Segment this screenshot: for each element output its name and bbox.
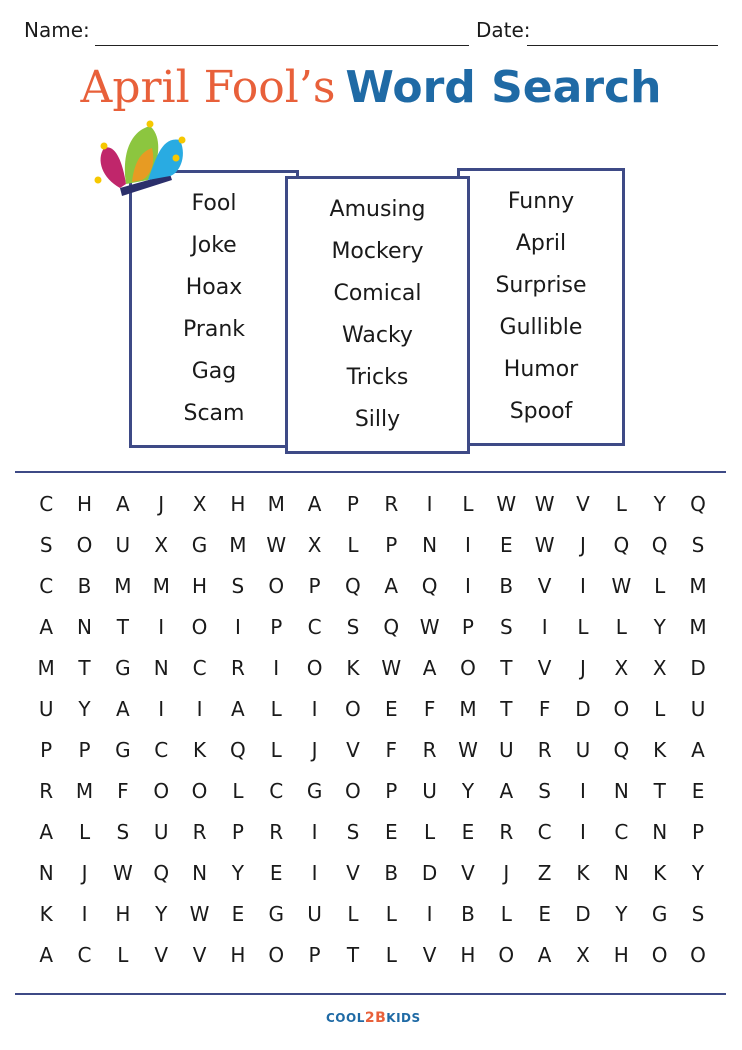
grid-cell[interactable]: C [269,779,284,803]
grid-cell[interactable]: R [537,738,552,762]
grid-cell[interactable]: S [691,902,705,926]
grid-cell[interactable]: E [269,861,283,885]
grid-cell[interactable]: N [613,861,629,885]
grid-cell[interactable]: Q [345,574,361,598]
grid-cell[interactable]: H [460,943,476,967]
grid-cell[interactable]: I [196,697,203,721]
grid-cell[interactable]: I [580,574,586,598]
grid-cell[interactable]: U [690,697,706,721]
grid-cell[interactable]: A [39,615,54,639]
grid-cell[interactable]: O [306,656,323,680]
word-list-item: Wacky [342,323,413,348]
grid-cell[interactable]: X [154,533,169,557]
grid-cell[interactable]: N [613,779,629,803]
grid-cell[interactable]: C [39,492,54,516]
grid-cell[interactable]: X [652,656,667,680]
grid-cell[interactable]: G [306,779,323,803]
grid-cell[interactable]: A [39,820,54,844]
word-list-item: Joke [191,233,237,258]
grid-cell[interactable]: A [537,943,552,967]
grid-cell[interactable]: A [384,574,399,598]
grid-cell[interactable]: W [496,492,517,516]
grid-cell[interactable]: O [460,656,476,680]
word-list-item: Gag [191,359,237,384]
grid-cell[interactable]: G [651,902,668,926]
grid-cell[interactable]: H [613,943,629,967]
grid-cell[interactable]: P [385,779,398,803]
grid-cell[interactable]: C [77,943,92,967]
grid-cell[interactable]: K [39,902,53,926]
grid-cell[interactable]: P [691,820,705,844]
grid-cell[interactable]: L [270,697,282,721]
grid-cell[interactable]: G [191,533,208,557]
grid-cell[interactable]: C [154,738,169,762]
grid-cell[interactable]: F [117,779,129,803]
grid-cell[interactable]: P [308,943,321,967]
grid-cell[interactable]: D [421,861,438,885]
grid-cell[interactable]: L [385,943,397,967]
grid-cell[interactable]: Q [613,738,630,762]
grid-cell[interactable]: W [458,738,478,762]
grid-cell[interactable]: I [158,697,165,721]
grid-cell[interactable]: I [273,656,280,680]
grid-cell[interactable]: C [192,656,207,680]
grid-cell[interactable]: S [231,574,245,598]
grid-cell[interactable]: K [192,738,207,762]
grid-cell[interactable]: R [384,492,399,516]
grid-cell[interactable]: B [77,574,92,598]
grid-cell[interactable]: Q [230,738,246,762]
grid-cell[interactable]: P [231,820,244,844]
grid-cell[interactable]: Y [653,492,666,516]
grid-cell[interactable]: H [230,943,246,967]
grid-cell[interactable]: C [307,615,322,639]
grid-cell[interactable]: U [422,779,437,803]
grid-cell[interactable]: W [534,533,555,557]
grid-cell[interactable]: B [384,861,399,885]
word-list-item: Amusing [329,197,426,222]
grid-cell[interactable]: V [576,492,590,516]
grid-cell[interactable]: O [191,615,208,639]
grid-cell[interactable]: O [345,779,361,803]
logo-part-1: COOL [326,1011,365,1025]
grid-cell[interactable]: Z [537,861,552,885]
grid-cell[interactable]: A [499,779,514,803]
date-field[interactable] [527,45,718,46]
grid-cell[interactable]: F [423,697,436,721]
grid-cell[interactable]: C [537,820,552,844]
grid-cell[interactable]: K [346,656,360,680]
grid-cell[interactable]: I [234,615,241,639]
grid-cell[interactable]: L [424,820,436,844]
grid-cell[interactable]: J [311,738,318,762]
grid-cell[interactable]: V [537,574,552,598]
grid-cell[interactable]: E [231,902,245,926]
grid-cell[interactable]: I [426,902,433,926]
grid-cell[interactable]: S [116,820,130,844]
grid-cell[interactable]: A [422,656,437,680]
grid-cell[interactable]: O [498,943,515,967]
grid-cell[interactable]: E [384,820,398,844]
grid-cell[interactable]: M [114,574,132,598]
grid-cell[interactable]: X [576,943,590,967]
grid-cell[interactable]: Y [691,861,705,885]
grid-cell[interactable]: P [78,738,91,762]
grid-cell[interactable]: O [76,533,93,557]
grid-cell[interactable]: S [346,615,360,639]
grid-cell[interactable]: U [153,820,169,844]
page-title [0,62,742,113]
grid-cell[interactable]: A [116,697,130,721]
grid-cell[interactable]: E [691,779,705,803]
word-list-item: Fool [191,191,237,216]
grid-cell[interactable]: I [465,574,471,598]
grid-cell[interactable]: V [346,738,360,762]
grid-cell[interactable]: M [689,574,707,598]
grid-cell[interactable]: N [652,820,668,844]
grid-cell[interactable]: D [690,656,706,680]
grid-cell[interactable]: J [81,861,88,885]
grid-cell[interactable]: Y [615,902,628,926]
grid-cell[interactable]: P [40,738,53,762]
logo-part-3: KIDS [386,1011,421,1025]
grid-cell[interactable]: O [651,943,668,967]
grid-cell[interactable]: M [689,615,707,639]
grid-cell[interactable]: Q [383,615,400,639]
grid-cell[interactable]: Y [653,615,666,639]
grid-cell[interactable]: L [615,492,627,516]
grid-cell[interactable]: U [575,738,591,762]
site-logo [326,1010,421,1026]
word-list-item: Funny [507,189,575,214]
name-field[interactable] [95,45,469,46]
grid-cell[interactable]: W [112,861,133,885]
grid-cell[interactable]: N [422,533,438,557]
grid-cell[interactable]: M [75,779,94,803]
grid-cell[interactable]: P [461,615,474,639]
name-label: Name: [24,18,90,42]
grid-cell[interactable]: X [614,656,629,680]
bottom-divider [15,993,726,995]
word-list-item: Tricks [346,365,409,390]
grid-cell[interactable]: W [534,492,555,516]
grid-cell[interactable]: Y [461,779,475,803]
grid-cell[interactable]: W [419,615,440,639]
grid-cell[interactable]: I [465,533,471,557]
grid-cell[interactable]: P [270,615,283,639]
grid-cell[interactable]: L [577,615,589,639]
grid-cell[interactable]: I [158,615,165,639]
word-list-item: Gullible [499,315,583,340]
grid-cell[interactable]: A [691,738,705,762]
word-list-item: Prank [182,317,246,342]
grid-cell[interactable]: E [461,820,475,844]
grid-cell[interactable]: U [498,738,514,762]
grid-cell[interactable]: V [537,656,552,680]
grid-cell[interactable]: O [153,779,170,803]
grid-cell[interactable]: I [311,861,318,885]
grid-cell[interactable]: Y [231,861,244,885]
jester-hat-icon [92,118,192,200]
grid-cell[interactable]: U [307,902,322,926]
top-divider [15,471,726,473]
grid-cell[interactable]: G [115,656,131,680]
title-part-2: Word Search [345,62,662,113]
grid-cell[interactable]: Q [651,533,668,557]
grid-cell[interactable]: K [576,861,590,885]
grid-cell[interactable]: V [192,943,207,967]
word-list-item: Silly [354,407,401,432]
grid-cell[interactable]: A [231,697,245,721]
grid-cell[interactable]: H [192,574,208,598]
grid-cell[interactable]: P [308,574,321,598]
grid-cell[interactable]: M [37,656,55,680]
word-list-item: Comical [333,281,422,306]
grid-cell[interactable]: V [154,943,169,967]
word-list-box-3 [457,168,625,446]
grid-cell[interactable]: F [385,738,398,762]
grid-cell[interactable]: R [230,656,245,680]
grid-cell[interactable]: L [78,820,91,844]
grid-cell[interactable]: P [385,533,398,557]
grid-cell[interactable]: M [229,533,247,557]
word-list-item: Humor [503,357,579,382]
grid-cell[interactable]: O [345,697,361,721]
grid-cell[interactable]: N [153,656,169,680]
grid-cell[interactable]: O [191,779,208,803]
grid-cell[interactable]: A [307,492,322,516]
letter-grid [27,484,717,976]
grid-cell[interactable]: S [39,533,53,557]
grid-cell[interactable]: H [115,902,131,926]
grid-cell[interactable]: R [192,820,207,844]
grid-cell[interactable]: Q [613,533,630,557]
date-label: Date: [476,18,531,42]
grid-cell[interactable]: V [346,861,360,885]
grid-cell[interactable]: J [580,656,586,680]
grid-cell[interactable]: S [691,533,705,557]
grid-cell[interactable]: T [78,656,91,680]
grid-cell[interactable]: T [346,943,360,967]
grid-cell[interactable]: L [117,943,129,967]
grid-cell[interactable]: A [39,943,54,967]
grid-cell[interactable]: I [81,902,88,926]
grid-cell[interactable]: H [230,492,246,516]
grid-cell[interactable]: O [268,943,285,967]
grid-cell[interactable]: I [580,779,586,803]
word-list-item: Scam [183,401,245,426]
grid-cell[interactable]: E [538,902,551,926]
grid-cell[interactable]: T [116,615,129,639]
grid-cell[interactable]: L [500,902,512,926]
grid-cell[interactable]: L [347,902,359,926]
grid-cell[interactable]: L [654,574,666,598]
grid-cell[interactable]: P [346,492,359,516]
grid-cell[interactable]: V [422,943,437,967]
grid-cell[interactable]: L [462,492,474,516]
grid-cell[interactable]: E [499,533,513,557]
grid-cell[interactable]: J [158,492,165,516]
grid-cell[interactable]: A [116,492,130,516]
grid-cell[interactable]: R [422,738,437,762]
grid-cell[interactable]: B [461,902,475,926]
grid-cell[interactable]: S [346,820,360,844]
grid-cell[interactable]: O [690,943,706,967]
grid-cell[interactable]: F [538,697,551,721]
grid-cell[interactable]: L [615,615,627,639]
word-list-box-2 [285,176,470,454]
grid-cell[interactable]: D [575,697,591,721]
grid-cell[interactable]: I [580,820,586,844]
grid-cell[interactable]: N [192,861,208,885]
grid-cell[interactable]: Q [690,492,706,516]
grid-cell[interactable]: T [500,656,513,680]
grid-cell[interactable]: G [115,738,131,762]
grid-cell[interactable]: M [152,574,170,598]
word-list-item: Surprise [495,273,587,298]
grid-cell[interactable]: Y [78,697,91,721]
grid-cell[interactable]: U [38,697,54,721]
grid-cell[interactable]: W [611,574,632,598]
word-list-item: April [515,231,567,256]
grid-cell[interactable]: S [538,779,551,803]
grid-cell[interactable]: N [38,861,54,885]
grid-cell[interactable]: D [575,902,591,926]
grid-cell[interactable]: R [39,779,54,803]
grid-cell[interactable]: L [654,697,666,721]
grid-cell[interactable]: I [541,615,548,639]
grid-cell[interactable]: H [76,492,93,516]
grid-cell[interactable]: L [347,533,359,557]
grid-cell[interactable]: O [268,574,285,598]
grid-cell[interactable]: S [499,615,513,639]
grid-cell[interactable]: Y [155,902,168,926]
grid-cell[interactable]: R [499,820,514,844]
grid-cell[interactable]: I [311,820,318,844]
grid-cell[interactable]: W [381,656,402,680]
grid-cell[interactable]: J [503,861,510,885]
grid-cell[interactable]: L [385,902,397,926]
grid-cell[interactable]: Q [153,861,170,885]
grid-cell[interactable]: T [653,779,666,803]
word-list-item: Spoof [509,399,573,424]
grid-cell[interactable]: M [267,492,285,516]
grid-cell[interactable]: X [307,533,322,557]
grid-cell[interactable]: W [189,902,210,926]
grid-cell[interactable]: V [461,861,475,885]
word-list-item: Hoax [185,275,243,300]
word-list-box-1 [129,170,299,448]
logo-part-2: 2B [364,1010,387,1026]
grid-cell[interactable]: K [653,738,667,762]
grid-cell[interactable]: X [192,492,207,516]
grid-cell[interactable]: C [39,574,54,598]
grid-cell[interactable]: L [232,779,244,803]
grid-cell[interactable]: I [311,697,318,721]
grid-cell[interactable]: W [266,533,287,557]
grid-cell[interactable]: L [270,738,282,762]
grid-cell[interactable]: I [426,492,433,516]
grid-cell[interactable]: B [499,574,514,598]
grid-cell[interactable]: N [77,615,92,639]
grid-cell[interactable]: M [459,697,477,721]
grid-cell[interactable]: E [384,697,398,721]
grid-cell[interactable]: Q [421,574,438,598]
word-list-item: Mockery [331,239,424,264]
grid-cell[interactable]: K [653,861,667,885]
title-part-1: April Fool’s [80,62,336,113]
grid-cell[interactable]: J [580,533,586,557]
grid-cell[interactable]: T [500,697,513,721]
grid-cell[interactable]: U [115,533,131,557]
grid-cell[interactable]: C [614,820,629,844]
grid-cell[interactable]: R [269,820,284,844]
grid-cell[interactable]: O [613,697,630,721]
grid-cell[interactable]: G [268,902,284,926]
